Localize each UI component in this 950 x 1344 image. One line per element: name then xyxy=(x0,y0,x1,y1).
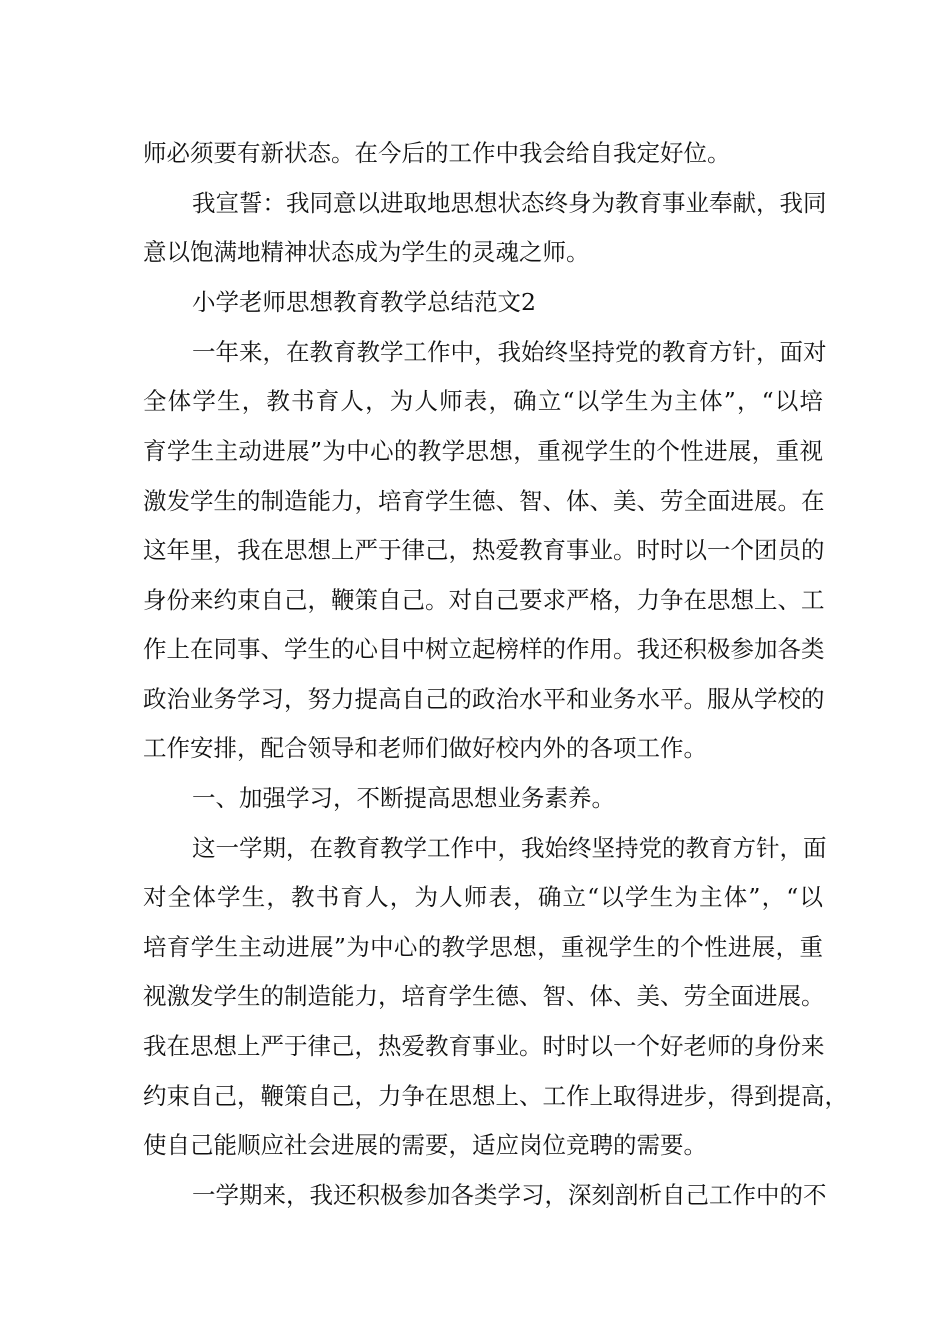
text-line: 激发学生的制造能力，培育学生德、智、体、美、劳全面进展。在 xyxy=(143,487,825,515)
text-line: 一年来，在教育教学工作中，我始终坚持党的教育方针，面对 xyxy=(192,338,827,366)
text-line: 这一学期，在教育教学工作中，我始终坚持党的教育方针，面 xyxy=(192,834,827,862)
text-line: 工作安排，配合领导和老师们做好校内外的各项工作。 xyxy=(143,734,707,762)
text-line: 全体学生，教书育人，为人师表，确立“以学生为主体”，“以培 xyxy=(143,387,823,415)
text-line: 身份来约束自己，鞭策自己。对自己要求严格，力争在思想上、工 xyxy=(143,586,825,614)
text-line: 使自己能顺应社会进展的需要，适应岗位竞聘的需要。 xyxy=(143,1131,707,1159)
text-line: 意以饱满地精神状态成为学生的灵魂之师。 xyxy=(143,238,590,266)
text-line: 师必须要有新状态。在今后的工作中我会给自我定好位。 xyxy=(143,139,731,167)
text-line: 培育学生主动进展”为中心的教学思想，重视学生的个性进展，重 xyxy=(143,933,823,961)
text-line: 对全体学生，教书育人，为人师表，确立“以学生为主体”，“以 xyxy=(143,883,823,911)
text-line: 我在思想上严于律己，热爱教育事业。时时以一个好老师的身份来 xyxy=(143,1032,825,1060)
text-line: 视激发学生的制造能力，培育学生德、智、体、美、劳全面进展。 xyxy=(143,982,825,1010)
section-heading: 小学老师思想教育教学总结范文2 xyxy=(192,288,536,316)
section-heading: 一、加强学习，不断提高思想业务素养。 xyxy=(192,784,615,812)
text-line: 我宣誓：我同意以进取地思想状态终身为教育事业奉献，我同 xyxy=(192,189,827,217)
text-line: 育学生主动进展”为中心的教学思想，重视学生的个性进展，重视 xyxy=(143,437,823,465)
text-line: 作上在同事、学生的心目中树立起榜样的作用。我还积极参加各类 xyxy=(143,635,825,663)
text-line: 约束自己，鞭策自己，力争在思想上、工作上取得进步，得到提高， xyxy=(143,1082,848,1110)
text-line: 一学期来，我还积极参加各类学习，深刻剖析自己工作中的不 xyxy=(192,1181,827,1209)
text-line: 这年里，我在思想上严于律己，热爱教育事业。时时以一个团员的 xyxy=(143,536,825,564)
text-line: 政治业务学习，努力提高自己的政治水平和业务水平。服从学校的 xyxy=(143,685,825,713)
